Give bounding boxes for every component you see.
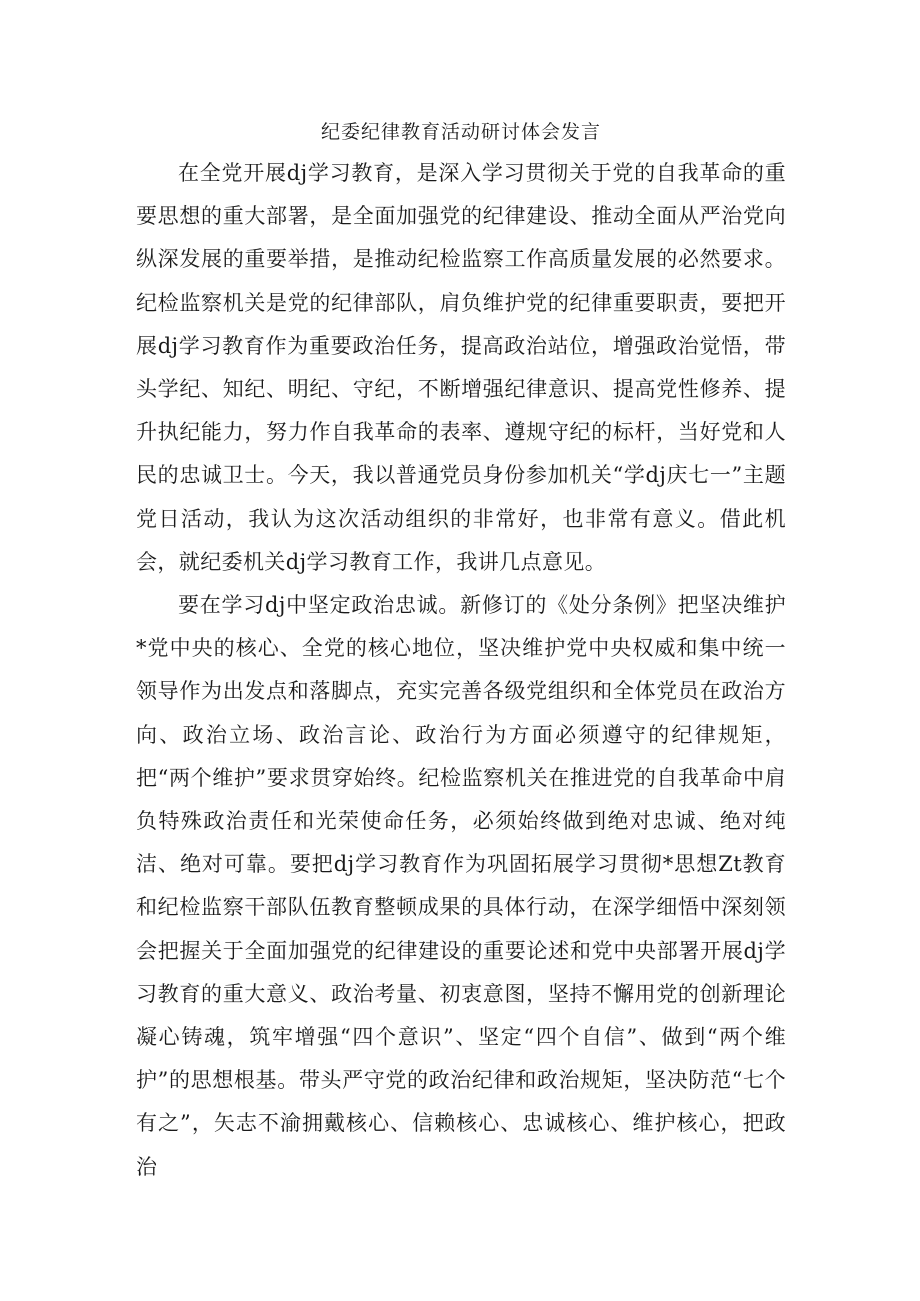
document-title: 纪委纪律教育活动研讨体会发言 [320,121,601,143]
paragraph-political-loyalty: 要在学习dj中坚定政治忠诚。新修订的《处分条例》把坚决维护*党中央的核心、全党的核心地位，坚决维护党中央权威和集中统一领导作为出发点和落脚点，充实完善各级党组织和全体党员在政治方向、政治立场、政治言论、政治行为方面必须遵守的纪律规矩，把“两个维护”要求贯穿始终。纪检监察机关在推进党的自我革命中肩负特殊政治责任和光荣使命任务，必须始终做到绝对忠诚、绝对纯洁、绝对可靠。要把dj学习教育作为巩固拓展学习贯彻*思想Zt教育和纪检监察干部队伍教育整顿成果的具体行动，在深学细悟中深刻领会把握关于全面加强党的纪律建设的重要论述和党中央部署开展dj学习教育的重大意义、政治考量、初衷意图，坚持不懈用党的创新理论凝心铸魂，筑牢增强“四个意识”、坚定“四个自信”、做到“两个维护”的思想根基。带头严守党的政治纪律和政治规矩，坚决防范“七个有之”，矢志不渝拥戴核心、信赖核心、忠诚核心、维护核心，把政治 [136,593,786,1179]
paragraph-intro: 在全党开展dj学习教育，是深入学习贯彻关于党的自我革命的重要思想的重大部署，是全面加强党的纪律建设、推动全面从严治党向纵深发展的重要举措，是推动纪检监察工作高质量发展的必然要求。纪检监察机关是党的纪律部队，肩负维护党的纪律重要职责，要把开展dj学习教育作为重要政治任务，提高政治站位，增强政治觉悟，带头学纪、知纪、明纪、守纪，不断增强纪律意识、提高党性修养、提升执纪能力，努力作自我革命的表率、遵规守纪的标杆，当好党和人民的忠诚卫士。今天，我以普通党员身份参加机关“学dj庆七一”主题党日活动，我认为这次活动组织的非常好，也非常有意义。借此机会，就纪委机关dj学习教育工作，我讲几点意见。 [136,161,786,574]
